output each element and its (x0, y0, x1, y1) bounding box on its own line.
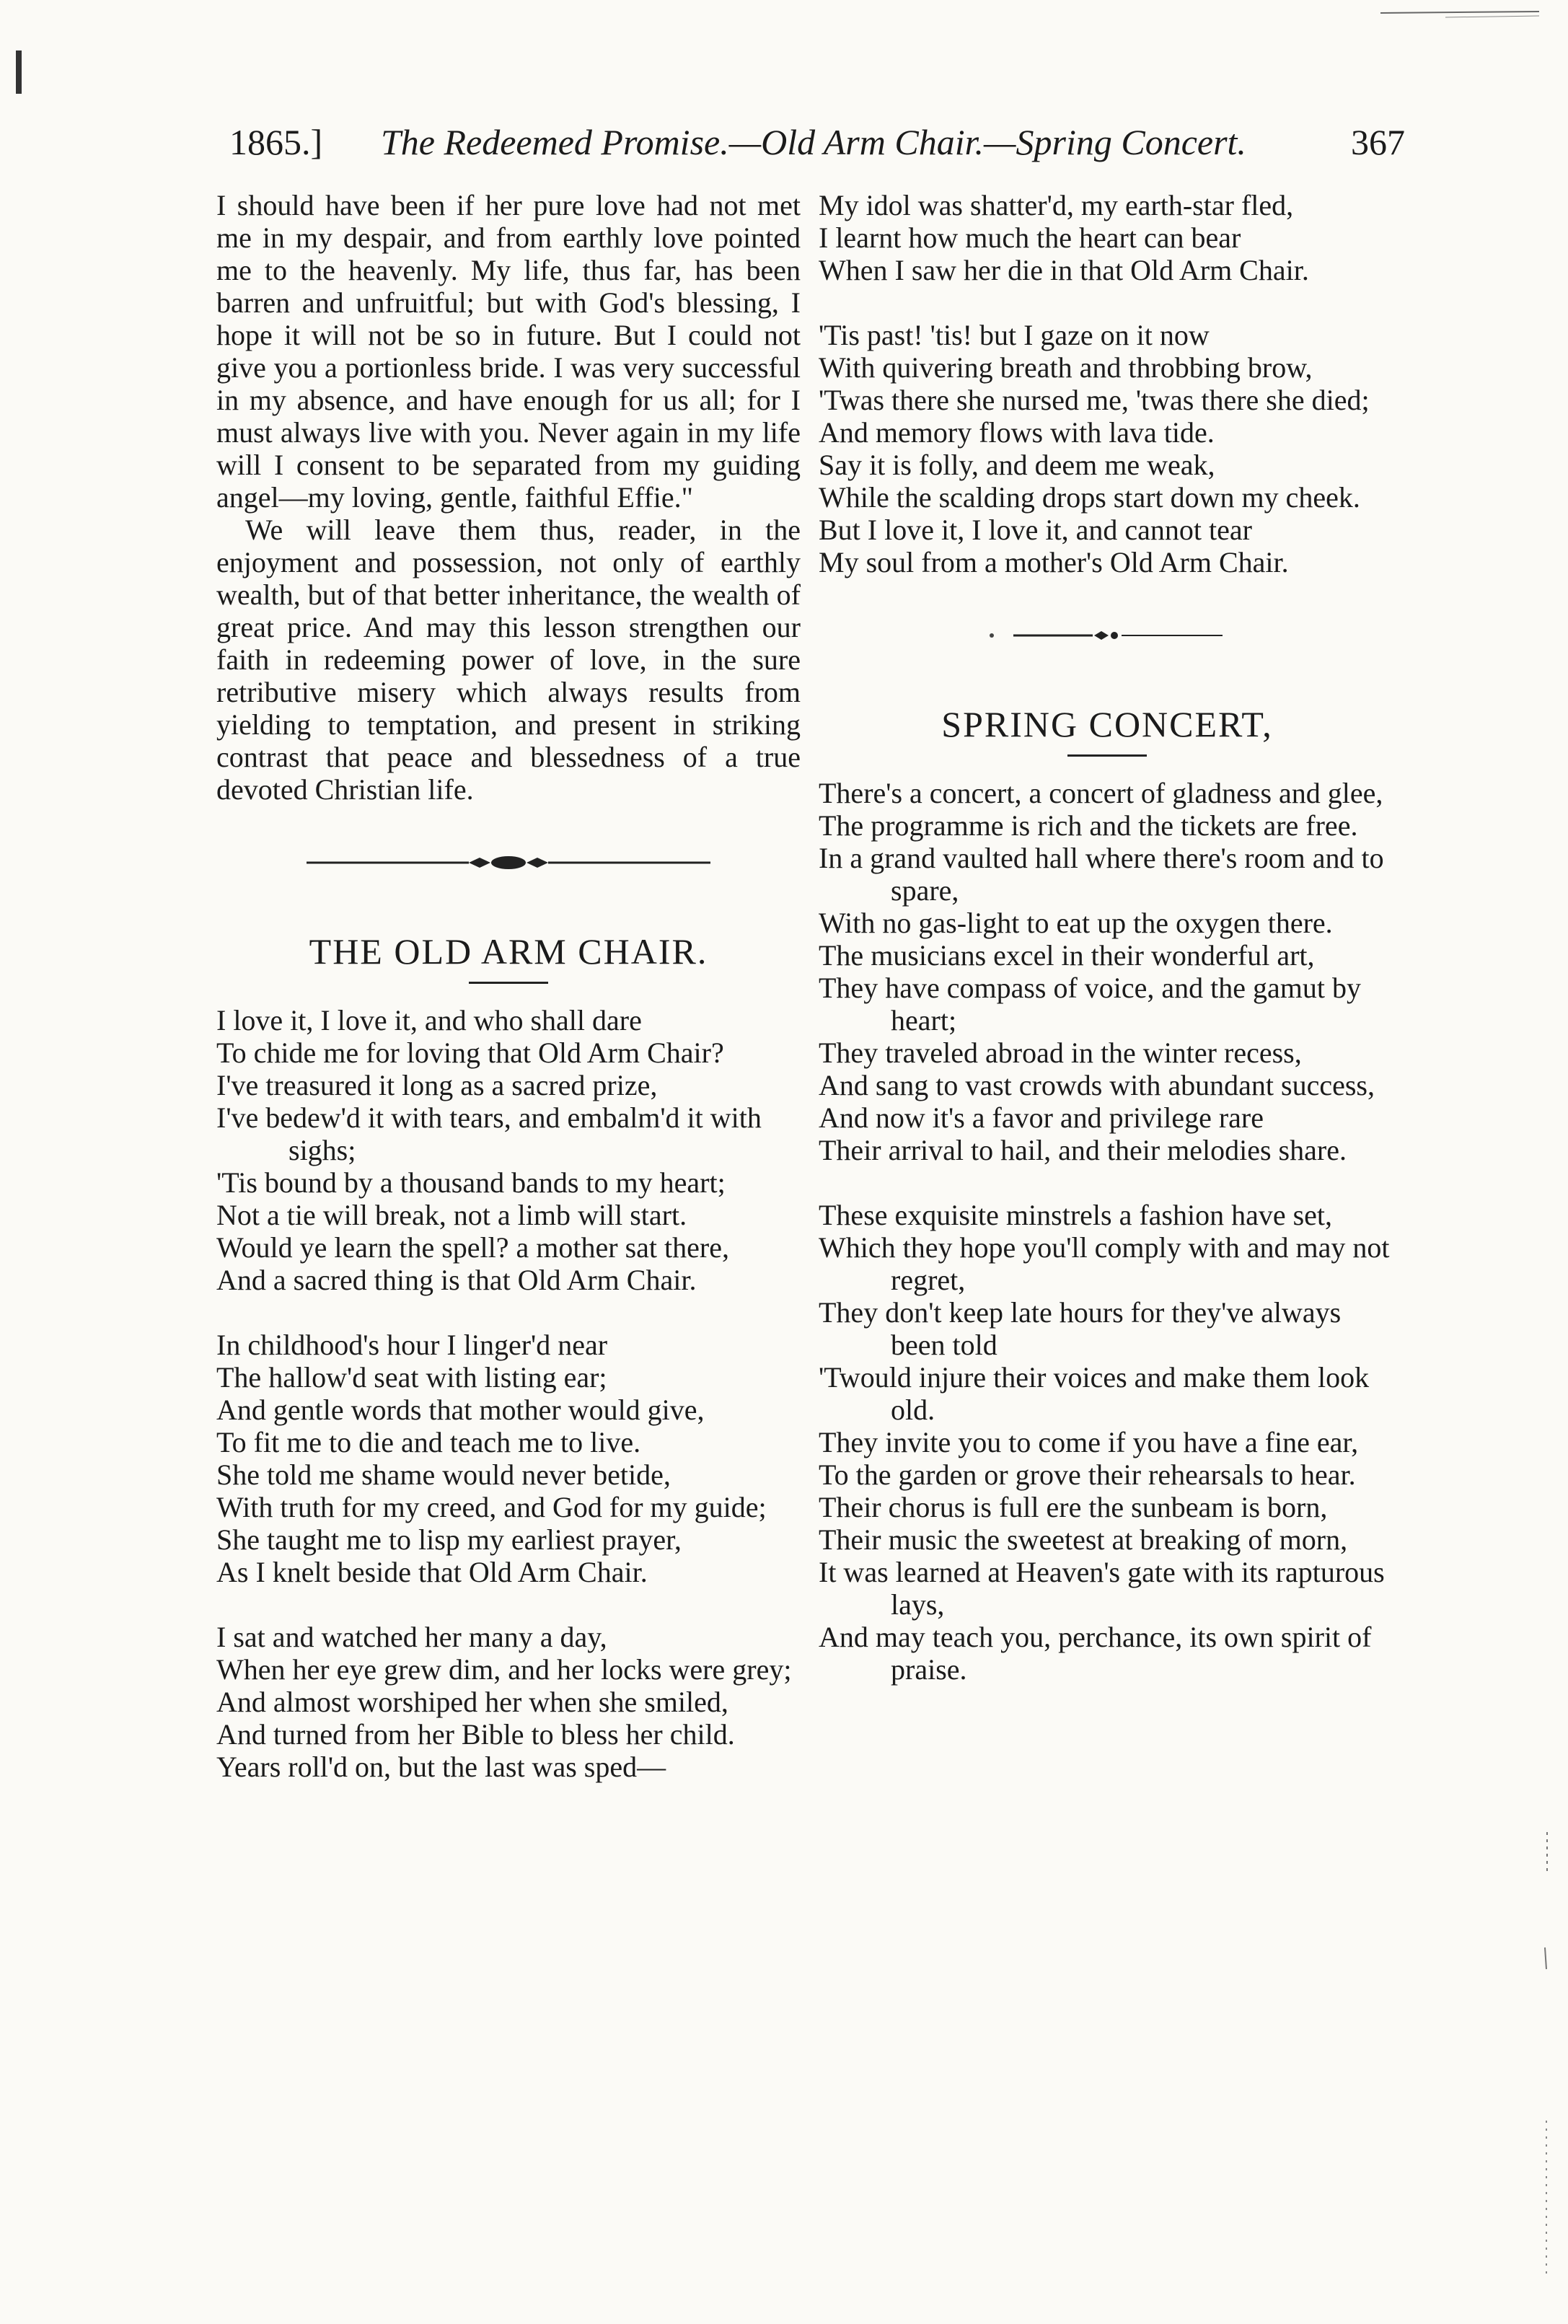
poem-line: Their chorus is full ere the sunbeam is born, (819, 1491, 1328, 1523)
poem-line: Their arrival to hail, and their melodies share. (819, 1134, 1347, 1166)
poem-line: To chide me for loving that Old Arm Chair? (216, 1036, 724, 1069)
left-column (216, 189, 801, 1783)
poem-line: I sat and watched her many a day, (216, 1621, 607, 1653)
poem-line: When her eye grew dim, and her locks were grey; (216, 1653, 792, 1686)
poem-line: I've bedew'd it with tears, and embalm'd it with sighs; (216, 1101, 762, 1166)
poem-line: I love it, I love it, and who shall dare (216, 1004, 642, 1036)
title-rule (469, 982, 548, 984)
poem-line: In childhood's hour I linger'd near (216, 1329, 608, 1361)
right-column (819, 189, 1396, 1686)
poem-line: And a sacred thing is that Old Arm Chair. (216, 1264, 697, 1296)
poem-line: In a grand vaulted hall where there's room and to spare, (819, 842, 1384, 907)
poem-line: And almost worshiped her when she smiled, (216, 1686, 728, 1718)
poem-line: They traveled abroad in the winter recess, (819, 1036, 1302, 1069)
poem-line: My soul from a mother's Old Arm Chair. (819, 546, 1289, 578)
poem-line: But I love it, I love it, and cannot tear (819, 514, 1252, 546)
poem-line: 'Tis past! 'tis! but I gaze on it now (819, 319, 1210, 351)
poem-line: And sang to vast crowds with abundant success, (819, 1069, 1375, 1101)
poem-line: When I saw her die in that Old Arm Chair. (819, 254, 1309, 286)
page-number: 367 (1351, 122, 1405, 162)
stanza-5 (819, 319, 1396, 578)
header-year: 1865.] (229, 122, 323, 162)
poem-line: And now it's a favor and privilege rare (819, 1101, 1264, 1134)
poem-line: As I knelt beside that Old Arm Chair. (216, 1556, 648, 1588)
poem-line: It was learned at Heaven's gate with its rapturous lays, (819, 1556, 1385, 1621)
poem-line: Which they hope you'll comply with and may not regret, (819, 1231, 1390, 1296)
title-rule (1067, 754, 1147, 757)
poem-line: The programme is rich and the tickets are free. (819, 809, 1358, 842)
poem-line: Would ye learn the spell? a mother sat there, (216, 1231, 729, 1264)
poem-line: 'Twould injure their voices and make them look old. (819, 1361, 1370, 1426)
poem-line: With no gas-light to eat up the oxygen there. (819, 907, 1333, 939)
poem-line: The hallow'd seat with listing ear; (216, 1361, 607, 1394)
scan-noise-marks (1106, 7, 1539, 22)
poem-line: To the garden or grove their rehearsals to hear. (819, 1458, 1356, 1491)
poem-line: The musicians excel in their wonderful art, (819, 939, 1315, 972)
poem-line: They invite you to come if you have a fine ear, (819, 1426, 1359, 1458)
prose-paragraph: We will leave them thus, reader, in the enjoyment and possession, not only of earthly wealth, but of that better inheritance, the wealth of great price. And may this lesson strengthen our faith in redeeming power of love, in the sure retributive misery which always results from yielding to temptation, and present in striking contrast that peace and blessedness of a true devoted Christian life. (216, 514, 801, 806)
poem-line: She taught me to lisp my earliest prayer, (216, 1523, 682, 1556)
poem-line: And memory flows with lava tide. (819, 416, 1215, 449)
poem-line: I learnt how much the heart can bear (819, 221, 1241, 254)
poem-line: Not a tie will break, not a limb will start. (216, 1199, 687, 1231)
poem-line: She told me shame would never betide, (216, 1458, 671, 1491)
poem-title-spring-concert: SPRING CONCERT, (941, 704, 1273, 744)
header-title: The Redeemed Promise.—Old Arm Chair.—Spring Concert. (381, 122, 1246, 162)
ornament-icon (977, 625, 1237, 646)
poem-line: While the scalding drops start down my cheek. (819, 481, 1360, 514)
poem-line: 'Twas there she nursed me, 'twas there she died; (819, 384, 1370, 416)
stanza-1 (216, 1004, 801, 1296)
prose-paragraph: I should have been if her pure love had not met me in my despair, and from earthly love pointed me to the heavenly. My life, thus far, has been barren and unfruitful; but with God's blessing, I hope it will not be so in future. But I could not give you a portionless bride. I was very successful in my absence, and have enough for us all; for I must always live with you. Never again in my life will I consent to be separated from my guiding angel—my loving, gentle, faithful Effie." (216, 189, 801, 514)
scan-edge-noise (1536, 1832, 1558, 2294)
poem-line: They don't keep late hours for they've always been told (819, 1296, 1342, 1361)
poem-line: I've treasured it long as a sacred prize, (216, 1069, 658, 1101)
poem-line: And may teach you, perchance, its own spirit of praise. (819, 1621, 1372, 1686)
poem-line: These exquisite minstrels a fashion have set, (819, 1199, 1333, 1231)
poem-title-old-arm-chair: THE OLD ARM CHAIR. (309, 931, 708, 972)
poem-line: 'Tis bound by a thousand bands to my heart; (216, 1166, 726, 1199)
poem-line: Years roll'd on, but the last was sped— (216, 1751, 666, 1783)
ornament-icon (307, 852, 710, 873)
poem-line: My idol was shatter'd, my earth-star fled, (819, 189, 1294, 221)
poem-line: To fit me to die and teach me to live. (216, 1426, 641, 1458)
poem-line: Their music the sweetest at breaking of morn, (819, 1523, 1348, 1556)
stanza-6 (819, 777, 1396, 1166)
poem-line: And gentle words that mother would give, (216, 1394, 705, 1426)
poem-line: They have compass of voice, and the gamut by heart; (819, 972, 1361, 1036)
poem-line: And turned from her Bible to bless her child. (216, 1718, 735, 1751)
stanza-3 (216, 1621, 801, 1783)
ornament-divider (216, 848, 801, 879)
poem-line: Say it is folly, and deem me weak, (819, 449, 1215, 481)
scan-edge-mark (16, 50, 22, 94)
stanza-4 (819, 189, 1396, 286)
ornament-divider (819, 620, 1396, 652)
stanza-2 (216, 1329, 801, 1588)
running-header (229, 117, 1405, 167)
poem-line: With quivering breath and throbbing brow, (819, 351, 1313, 384)
stanza-7 (819, 1199, 1396, 1686)
poem-line: With truth for my creed, and God for my guide; (216, 1491, 767, 1523)
poem-line: There's a concert, a concert of gladness and glee, (819, 777, 1383, 809)
